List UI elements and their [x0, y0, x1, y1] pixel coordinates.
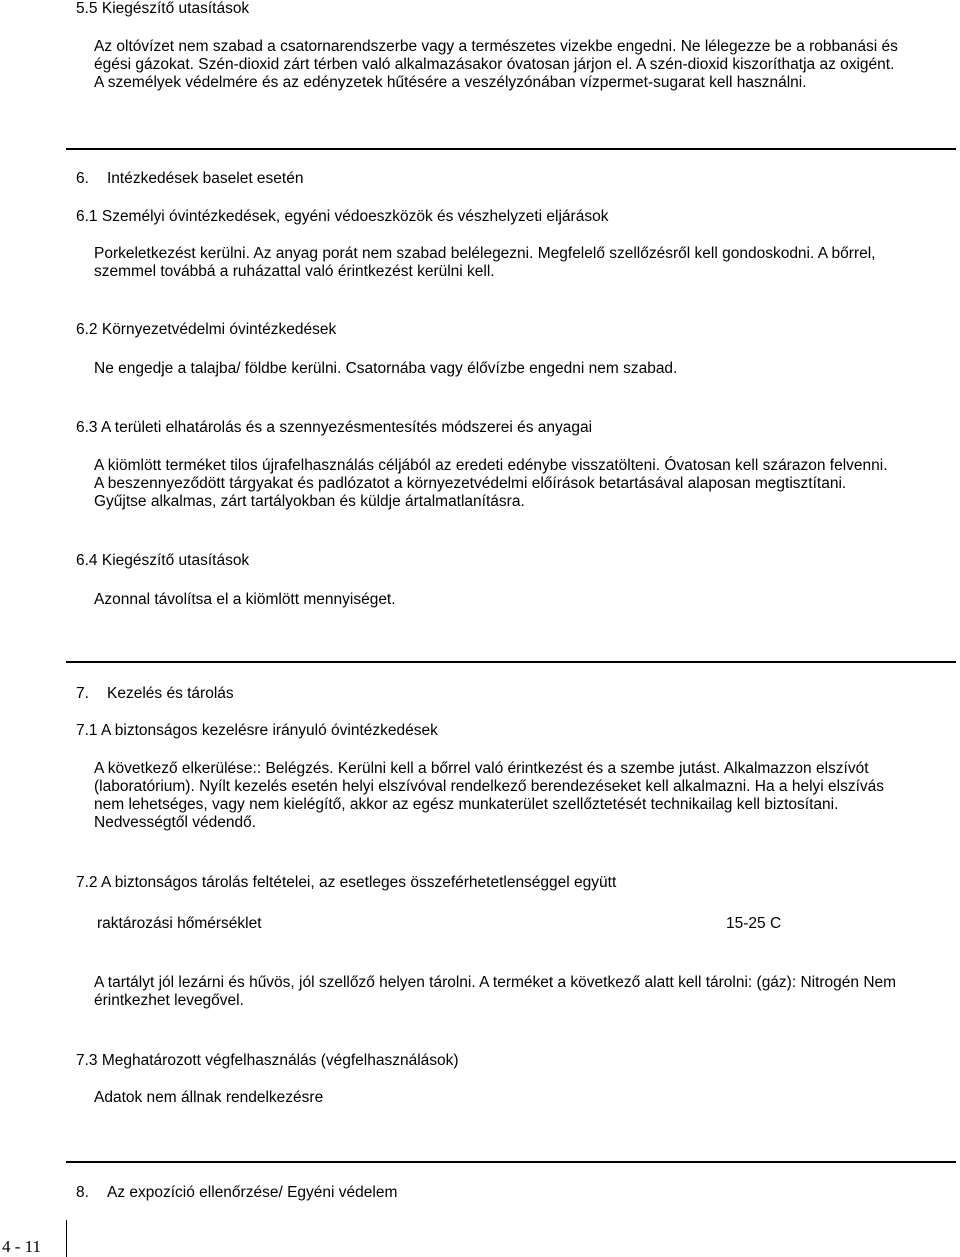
page-number: 4 - 11 — [2, 1237, 42, 1256]
paragraph-line: Az oltóvízet nem szabad a csatornarendszerbe vagy a természetes vizekbe engedni. Ne lélegezze be a robbanási és — [94, 38, 898, 55]
subsection-title-6-1: 6.1 Személyi óvintézkedések, egyéni védoeszközök és vészhelyzeti eljárások — [76, 208, 609, 225]
paragraph-line: Adatok nem állnak rendelkezésre — [94, 1089, 324, 1106]
paragraph-line: A beszennyeződött tárgyakat és padlózatot a környezetvédelmi előírások betartásával alaposan megtisztítani. — [94, 475, 847, 492]
paragraph-line: Nedvességtől védendő. — [94, 814, 257, 831]
subsection-title-7-2: 7.2 A biztonságos tárolás feltételei, az esetleges összeférhetetlenséggel együtt — [76, 874, 617, 891]
paragraph-line: Azonnal távolítsa el a kiömlött mennyiséget. — [94, 591, 396, 608]
section-heading-6-number: 6. — [76, 170, 89, 187]
paragraph-line: nem lehetséges, vagy nem kielégítő, akkor az egész munkaterület szellőztetését technikailag kell biztosítani. — [94, 796, 839, 813]
paragraph-line: égési gázokat. Szén-dioxid zárt térben való alkalmazásakor óvatosan járjon el. A szén-dioxid kiszoríthatja az oxigént. — [94, 56, 895, 73]
subsection-title-5-5: 5.5 Kiegészítő utasítások — [76, 0, 250, 17]
page-margin-line — [66, 1220, 67, 1257]
paragraph-line: Ne engedje a talajba/ földbe kerülni. Csatornába vagy élővízbe engedni nem szabad. — [94, 360, 678, 377]
section-heading-7-number: 7. — [76, 685, 89, 702]
paragraph-line: érintkezhet levegővel. — [94, 992, 244, 1009]
section-divider — [66, 148, 956, 150]
section-heading-7-title: Kezelés és tárolás — [107, 685, 234, 702]
section-heading-6-title: Intézkedések baselet esetén — [107, 170, 304, 187]
paragraph-line: A tartályt jól lezárni és hűvös, jól szellőző helyen tárolni. A terméket a következő alatt kell tárolni: (gáz): Nitrogén Nem — [94, 974, 897, 991]
paragraph-line: Porkeletkezést kerülni. Az anyag porát nem szabad belélegezni. Megfelelő szellőzésről kell gondoskodni. A bőrrel, — [94, 245, 876, 262]
paragraph-line: Gyűjtse alkalmas, zárt tartályokban és küldje ártalmatlanításra. — [94, 493, 525, 510]
subsection-title-6-3: 6.3 A területi elhatárolás és a szennyezésmentesítés módszerei és anyagai — [76, 419, 593, 436]
subsection-title-7-1: 7.1 A biztonságos kezelésre irányuló óvintézkedések — [76, 722, 438, 739]
subsection-title-6-2: 6.2 Környezetvédelmi óvintézkedések — [76, 321, 337, 338]
subsection-title-7-3: 7.3 Meghatározott végfelhasználás (végfelhasználások) — [76, 1052, 459, 1069]
paragraph-line: A következő elkerülése:: Belégzés. Kerülni kell a bőrrel való érintkezést és a szembe jutást. Alkalmazzon elszívót — [94, 760, 869, 777]
section-divider — [66, 661, 956, 663]
section-divider — [66, 1161, 956, 1163]
section-heading-8-title: Az expozíció ellenőrzése/ Egyéni védelem — [107, 1184, 398, 1201]
storage-temperature-label: raktározási hőmérséklet — [97, 915, 262, 932]
storage-temperature-value: 15-25 C — [726, 915, 782, 932]
paragraph-line: A kiömlött terméket tilos újrafelhasználás céljából az eredeti edénybe visszatölteni. Óvatosan kell szárazon felvenni. — [94, 457, 888, 474]
paragraph-line: szemmel továbbá a ruházattal való érintkezést kerülni kell. — [94, 263, 495, 280]
subsection-title-6-4: 6.4 Kiegészítő utasítások — [76, 552, 250, 569]
section-heading-8-number: 8. — [76, 1184, 89, 1201]
paragraph-line: (laboratórium). Nyílt kezelés esetén helyi elszívóval rendelkező berendezéseket kell alkalmazni. Ha a helyi elszívás — [94, 778, 885, 795]
paragraph-line: A személyek védelmére és az edényzetek hűtésére a veszélyzónában vízpermet-sugarat kell használni. — [94, 74, 807, 91]
